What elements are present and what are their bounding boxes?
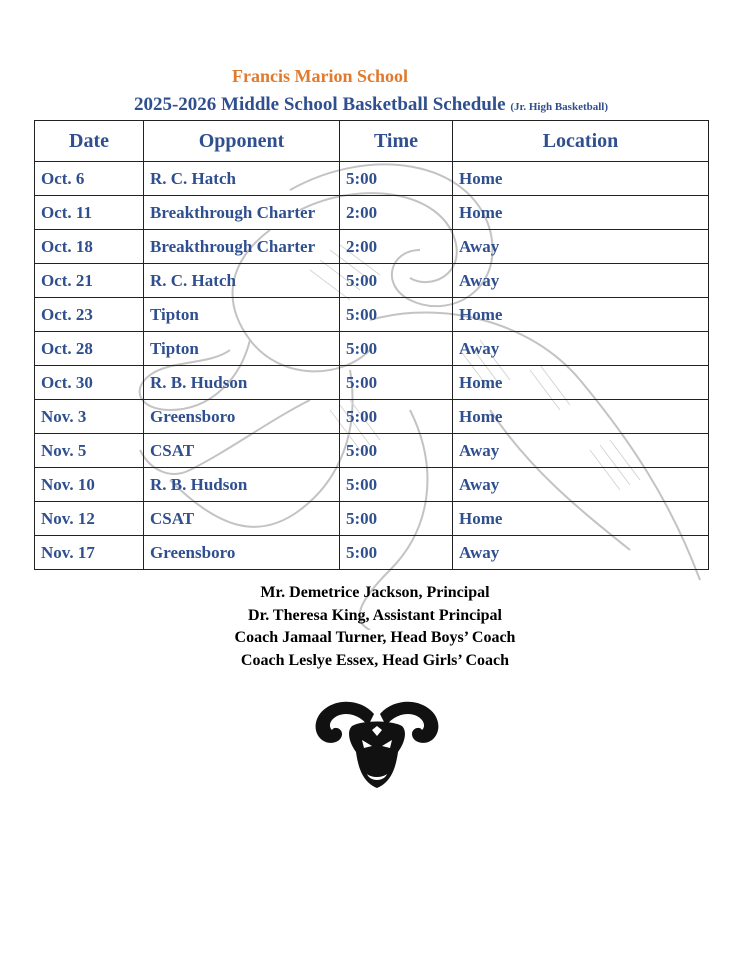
cell-opponent: R. C. Hatch — [144, 264, 340, 298]
cell-opponent: CSAT — [144, 502, 340, 536]
schedule-table — [34, 120, 709, 570]
staff-boys-coach: Coach Jamaal Turner, Head Boys’ Coach — [234, 629, 516, 646]
cell-time: 5:00 — [340, 468, 453, 502]
cell-opponent: Greensboro — [144, 536, 340, 570]
column-header-date: Date — [35, 121, 144, 162]
cell-location: Home — [453, 162, 709, 196]
staff-assistant-principal: Dr. Theresa King, Assistant Principal — [248, 606, 502, 624]
cell-date: Nov. 17 — [35, 536, 144, 570]
cell-time: 5:00 — [340, 502, 453, 536]
cell-location: Away — [453, 536, 709, 570]
cell-time: 2:00 — [340, 230, 453, 264]
column-header-time: Time — [340, 121, 453, 162]
table-row — [35, 332, 709, 366]
table-row — [35, 264, 709, 298]
cell-location: Away — [453, 468, 709, 502]
cell-date: Oct. 6 — [35, 162, 144, 196]
table-row — [35, 298, 709, 332]
cell-date: Oct. 21 — [35, 264, 144, 298]
cell-opponent: Greensboro — [144, 400, 340, 434]
cell-location: Home — [453, 400, 709, 434]
cell-time: 5:00 — [340, 400, 453, 434]
cell-opponent: Tipton — [144, 298, 340, 332]
cell-date: Nov. 12 — [35, 502, 144, 536]
table-row — [35, 366, 709, 400]
cell-time: 5:00 — [340, 434, 453, 468]
cell-date: Oct. 30 — [35, 366, 144, 400]
school-name: Francis Marion School — [232, 66, 408, 86]
cell-date: Oct. 23 — [35, 298, 144, 332]
cell-time: 2:00 — [340, 196, 453, 230]
column-header-location: Location — [453, 121, 709, 162]
table-row — [35, 502, 709, 536]
column-header-opponent: Opponent — [144, 121, 340, 162]
cell-location: Away — [453, 332, 709, 366]
cell-time: 5:00 — [340, 162, 453, 196]
staff-list — [0, 582, 750, 672]
cell-date: Oct. 11 — [35, 196, 144, 230]
table-row — [35, 468, 709, 502]
page-title — [34, 94, 708, 116]
cell-location: Home — [453, 196, 709, 230]
cell-date: Oct. 18 — [35, 230, 144, 264]
cell-location: Home — [453, 366, 709, 400]
cell-location: Away — [453, 434, 709, 468]
table-row — [35, 196, 709, 230]
cell-time: 5:00 — [340, 332, 453, 366]
cell-opponent: R. B. Hudson — [144, 366, 340, 400]
cell-date: Nov. 3 — [35, 400, 144, 434]
cell-date: Nov. 5 — [35, 434, 144, 468]
staff-principal: Mr. Demetrice Jackson, Principal — [260, 584, 490, 601]
table-header-row — [35, 121, 709, 162]
staff-girls-coach: Coach Leslye Essex, Head Girls’ Coach — [240, 651, 510, 669]
ram-head-logo-icon — [312, 696, 442, 792]
cell-location: Home — [453, 298, 709, 332]
cell-opponent: R. C. Hatch — [144, 162, 340, 196]
table-row — [35, 536, 709, 570]
cell-opponent: Breakthrough Charter — [144, 196, 340, 230]
cell-location: Away — [453, 230, 709, 264]
table-row — [35, 400, 709, 434]
table-row — [35, 434, 709, 468]
table-row — [35, 162, 709, 196]
cell-date: Nov. 10 — [35, 468, 144, 502]
cell-date: Oct. 28 — [35, 332, 144, 366]
cell-opponent: CSAT — [144, 434, 340, 468]
cell-time: 5:00 — [340, 264, 453, 298]
cell-location: Home — [453, 502, 709, 536]
cell-opponent: R. B. Hudson — [144, 468, 340, 502]
cell-time: 5:00 — [340, 366, 453, 400]
cell-opponent: Tipton — [144, 332, 340, 366]
cell-time: 5:00 — [340, 536, 453, 570]
table-row — [35, 230, 709, 264]
schedule-title: 2025-2026 Middle School Basketball Schedule — [133, 94, 506, 115]
cell-location: Away — [453, 264, 709, 298]
schedule-subtitle: (Jr. High Basketball) — [510, 101, 609, 113]
cell-opponent: Breakthrough Charter — [144, 230, 340, 264]
cell-time: 5:00 — [340, 298, 453, 332]
